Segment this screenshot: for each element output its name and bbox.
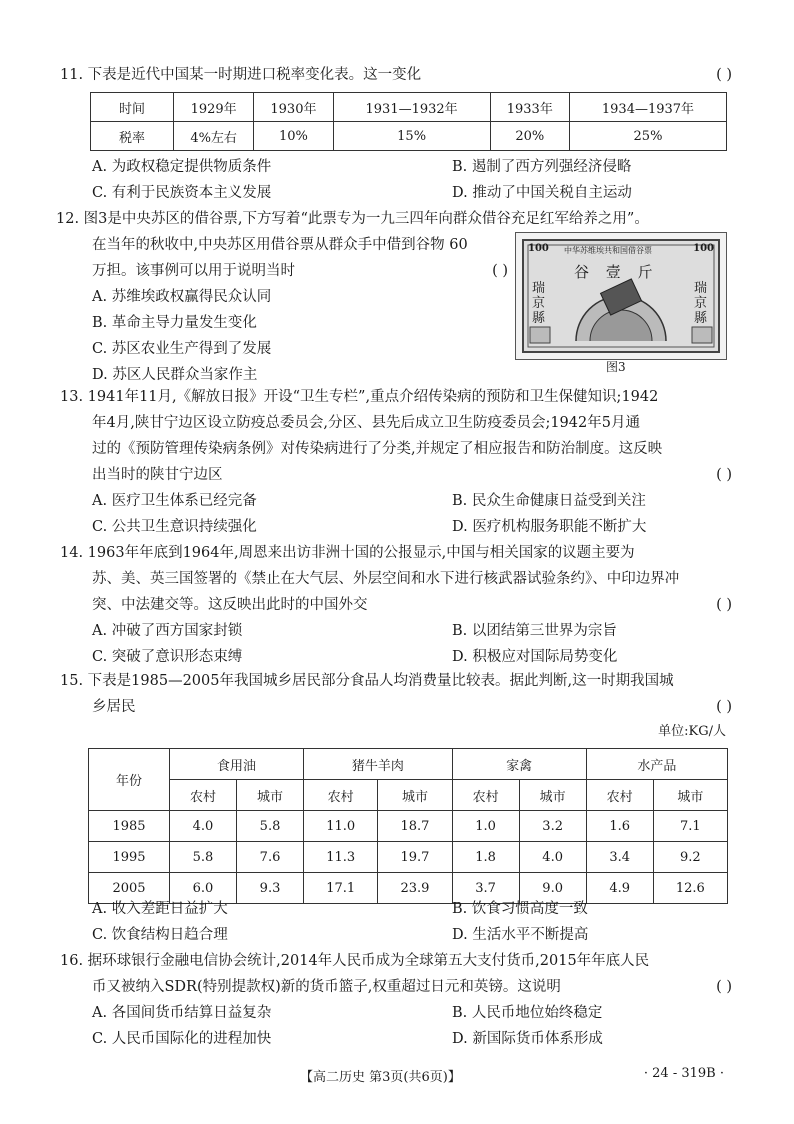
q15-option-c[interactable]: C. 饮食结构日趋合理 (92, 927, 228, 943)
table-cell: 税率 (91, 122, 174, 151)
table-cell: 1.8 (452, 842, 519, 873)
note-right-text: 瑞京縣 (694, 281, 708, 326)
q13-option-a[interactable]: A. 医疗卫生体系已经完备 (92, 493, 257, 509)
table-cell: 11.3 (304, 842, 378, 873)
table-cell: 23.9 (378, 873, 452, 904)
table-cell: 5.8 (237, 811, 304, 842)
question-13 (60, 384, 740, 540)
q11-tariff-table (90, 92, 727, 151)
sub-header: 农村 (452, 780, 519, 811)
table-cell: 19.7 (378, 842, 452, 873)
grain-loan-note-figure (515, 232, 727, 360)
table-cell: 4%左右 (174, 122, 254, 151)
table-cell: 1934—1937年 (569, 93, 726, 122)
q15-answer-paren: ( ) (716, 699, 732, 715)
sub-header: 农村 (586, 780, 653, 811)
q15-options (60, 896, 740, 948)
q15-line-2: 乡居民 (92, 699, 136, 715)
table-cell: 1931—1932年 (333, 93, 490, 122)
q12-option-c[interactable]: C. 苏区农业生产得到了发展 (92, 341, 272, 357)
sub-header: 城市 (653, 780, 727, 811)
table-cell: 25% (569, 122, 726, 151)
q15-option-d[interactable]: D. 生活水平不断提高 (452, 927, 589, 943)
table-cell: 7.6 (237, 842, 304, 873)
table-cell: 4.0 (519, 842, 586, 873)
note-left-text: 瑞京縣 (532, 281, 546, 326)
sub-header: 城市 (519, 780, 586, 811)
note-border (522, 239, 720, 353)
table-row (91, 122, 727, 151)
table-row (89, 842, 728, 873)
table-cell: 7.1 (653, 811, 727, 842)
table-cell: 3.2 (519, 811, 586, 842)
table-cell: 3.4 (586, 842, 653, 873)
q12-line-2: 在当年的秋收中,中央苏区用借谷票从群众手中借到谷物 60 (92, 237, 468, 253)
q16-option-b[interactable]: B. 人民币地位始终稳定 (452, 1005, 603, 1021)
q13-line-1: 13. 1941年11月,《解放日报》开设“卫生专栏”,重点介绍传染病的预防和卫生保健知识;1942 (60, 389, 659, 405)
q12-line-3: 万担。该事例可以用于说明当时 (92, 263, 295, 279)
q16-answer-paren: ( ) (716, 979, 732, 995)
q13-line-3: 过的《预防管理传染病条例》对传染病进行了分类,并规定了相应报告和防治制度。这反映 (92, 441, 663, 457)
q15-food-consumption-table (88, 748, 728, 904)
table-cell: 4.9 (586, 873, 653, 904)
q15-option-b[interactable]: B. 饮食习惯高度一致 (452, 901, 588, 917)
sub-header: 农村 (170, 780, 237, 811)
q13-option-c[interactable]: C. 公共卫生意识持续强化 (92, 519, 257, 535)
table-cell: 4.0 (170, 811, 237, 842)
sub-header: 农村 (304, 780, 378, 811)
table-cell: 9.2 (653, 842, 727, 873)
group-header: 水产品 (586, 749, 727, 780)
q12-answer-paren: ( ) (492, 263, 508, 279)
table-row (91, 93, 727, 122)
q15-option-a[interactable]: A. 收入差距日益扩大 (92, 901, 228, 917)
q13-option-d[interactable]: D. 医疗机构服务职能不断扩大 (452, 519, 647, 535)
q14-line-2: 苏、美、英三国签署的《禁止在大气层、外层空间和水下进行核武器试验条约》、中印边界冲 (92, 571, 680, 587)
table-cell: 1929年 (174, 93, 254, 122)
q14-option-d[interactable]: D. 积极应对国际局势变化 (452, 649, 618, 665)
group-header: 家禽 (452, 749, 586, 780)
q12-option-a[interactable]: A. 苏维埃政权赢得民众认同 (92, 289, 272, 305)
table-cell: 15% (333, 122, 490, 151)
q11-answer-paren: ( ) (716, 67, 732, 83)
table-cell: 1995 (89, 842, 170, 873)
q11-stem: 11. 下表是近代中国某一时期进口税率变化表。这一变化 (60, 67, 422, 83)
q11-options (60, 154, 740, 206)
table-header-row (89, 749, 728, 780)
table-cell: 1985 (89, 811, 170, 842)
table-cell: 9.0 (519, 873, 586, 904)
question-14 (60, 540, 740, 670)
q16-option-a[interactable]: A. 各国间货币结算日益复杂 (92, 1005, 272, 1021)
note-top-text: 中华苏维埃共和国借谷票 (564, 246, 652, 255)
question-11 (60, 62, 740, 88)
q11-option-c[interactable]: C. 有利于民族资本主义发展 (92, 185, 272, 201)
q15-unit-label: 单位:KG/人 (658, 724, 726, 739)
q12-option-d[interactable]: D. 苏区人民群众当家作主 (92, 367, 258, 383)
footer-page-info: 【高二历史 第3页(共6页)】 (300, 1070, 461, 1085)
sub-header: 城市 (378, 780, 452, 811)
table-cell: 2005 (89, 873, 170, 904)
note-illustration (524, 241, 718, 351)
q14-option-c[interactable]: C. 突破了意识形态束缚 (92, 649, 243, 665)
table-cell: 10% (254, 122, 333, 151)
question-16 (60, 948, 740, 1052)
year-header: 年份 (89, 749, 170, 811)
note-center-text: 谷 壹 斤 (574, 263, 659, 281)
q12-line-1: 12. 图3是中央苏区的借谷票,下方写着“此票专为一九三四年向群众借谷充足红军给养之用”。 (56, 211, 649, 227)
q14-line-1: 14. 1963年年底到1964年,周恩来出访非洲十国的公报显示,中国与相关国家的议题主要为 (60, 545, 635, 561)
q13-line-4: 出当时的陕甘宁边区 (92, 467, 223, 483)
table-cell: 9.3 (237, 873, 304, 904)
table-cell: 17.1 (304, 873, 378, 904)
note-corner-left: 100 (528, 243, 549, 254)
q16-option-c[interactable]: C. 人民币国际化的进程加快 (92, 1031, 272, 1047)
q13-answer-paren: ( ) (716, 467, 732, 483)
table-cell: 11.0 (304, 811, 378, 842)
q14-line-3: 突、中法建交等。这反映出此时的中国外交 (92, 597, 368, 613)
table-cell: 6.0 (170, 873, 237, 904)
table-cell: 12.6 (653, 873, 727, 904)
q13-line-2: 年4月,陕甘宁边区设立防疫总委员会,分区、县先后成立卫生防疫委员会;1942年5月通 (92, 415, 640, 431)
q11-option-a[interactable]: A. 为政权稳定提供物质条件 (92, 159, 272, 175)
table-row (89, 811, 728, 842)
table-cell: 时间 (91, 93, 174, 122)
group-header: 猪牛羊肉 (304, 749, 453, 780)
q14-option-a[interactable]: A. 冲破了西方国家封锁 (92, 623, 243, 639)
table-cell: 18.7 (378, 811, 452, 842)
table-cell: 1930年 (254, 93, 333, 122)
table-subheader-row (89, 780, 728, 811)
table-cell: 5.8 (170, 842, 237, 873)
q12-option-b[interactable]: B. 革命主导力量发生变化 (92, 315, 257, 331)
q14-answer-paren: ( ) (716, 597, 732, 613)
q13-option-b[interactable]: B. 民众生命健康日益受到关注 (452, 493, 646, 509)
sub-header: 城市 (237, 780, 304, 811)
group-header: 食用油 (170, 749, 304, 780)
q11-option-d[interactable]: D. 推动了中国关税自主运动 (452, 185, 632, 201)
q16-option-d[interactable]: D. 新国际货币体系形成 (452, 1031, 603, 1047)
table-cell: 1933年 (490, 93, 569, 122)
table-cell: 3.7 (452, 873, 519, 904)
q14-option-b[interactable]: B. 以团结第三世界为宗旨 (452, 623, 617, 639)
q11-option-b[interactable]: B. 遏制了西方列强经济侵略 (452, 159, 632, 175)
q16-line-2: 币又被纳入SDR(特别提款权)新的货币篮子,权重超过日元和英镑。这说明 (92, 979, 561, 995)
note-corner-right: 100 (693, 243, 714, 254)
q15-line-1: 15. 下表是1985—2005年我国城乡居民部分食品人均消费量比较表。据此判断,这一时期我国城 (60, 673, 674, 689)
footer-code: · 24 - 319B · (643, 1066, 724, 1081)
table-cell: 1.6 (586, 811, 653, 842)
figure-3-caption: 图3 (606, 360, 626, 374)
question-15 (60, 668, 740, 720)
table-cell: 1.0 (452, 811, 519, 842)
table-cell: 20% (490, 122, 569, 151)
q16-line-1: 16. 据环球银行金融电信协会统计,2014年人民币成为全球第五大支付货币,2015年年底人民 (60, 953, 650, 969)
